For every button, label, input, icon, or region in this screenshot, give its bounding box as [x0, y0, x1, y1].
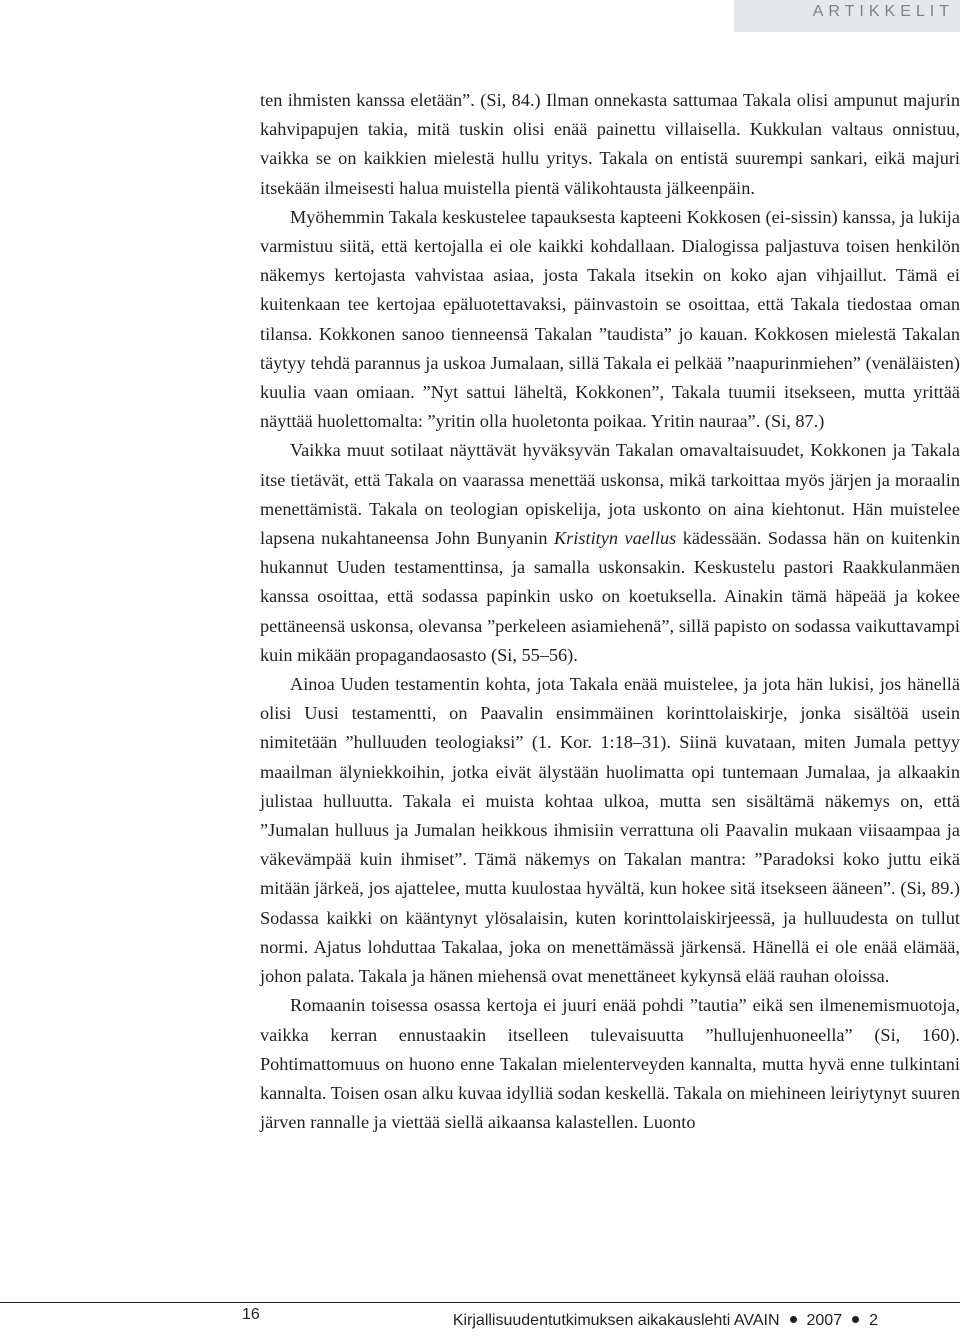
paragraph: Myöhemmin Takala keskustelee tapauksesta kapteeni Kokkosen (ei-sissin) kanssa, ja lukija varmistuu siitä, että kertojalla ei ole kaikki kohdallaan. Dialogissa paljastuva toisen henkilön näkemys kertojasta vahvistaa asiaa, josta Takala itsekin on koko ajan vihjaillut. Tämä ei kuitenkaan tee kertojaa epäluotettavaksi, päinvastoin se osoittaa, että Takala tiedostaa oman tilansa. Kokkonen sanoo tienneensä Takalan ”taudista” jo kauan. Kokkosen mielestä Takalan täytyy tehdä parannus ja uskoa Jumalaan, sillä Takala ei pelkää ”naapurinmiehen” (venäläisten) kuulia vaan omiaan. ”Nyt sattui läheltä, Kokkonen”, Takala tuumii itsekseen, mutta yrittää näyttää huolettomalta: ”yritin olla huoletonta poikaa. Yritin nauraa”. (Si, 87.): [260, 206, 960, 432]
footer-journal: [453, 1312, 878, 1330]
page-number: 16: [242, 1306, 260, 1323]
bullet-dot-icon: [790, 1316, 797, 1323]
paragraph: ten ihmisten kanssa eletään”. (Si, 84.) Ilman onnekasta sattumaa Takala olisi ampunut majurin kahvipapujen takia, mitä tuskin olisi enää painettu villaisella. Kukkulan valtaus onnistuu, vaikka se on kaikkien mielestä hullu yritys. Takala on entistä suurempi sankari, eikä majuri itsekään ilmeisesti halua muistella pientä välikohtausta jälkeenpäin.: [260, 90, 960, 198]
footer-rule: [0, 1302, 960, 1303]
journal-name: Kirjallisuudentutkimuksen aikakauslehti AVAIN: [452, 1312, 780, 1329]
paragraph: Romaanin toisessa osassa kertoja ei juuri enää pohdi ”tautia” eikä sen ilmenemismuotoja, vaikka kerran ennustaakin itselleen tulevaisuutta ”hullujenhuoneella” (Si, 160). Pohtimattomuus on huono enne Takalan mielenterveyden kannalta, mutta hyvä enne tulkintani kannalta. Toisen osan alku kuvaa idylliä sodan keskellä. Takala on miehineen leiriytynyt suuren järven rannalle ja viettää siellä aikaansa kalastellen. Luonto: [260, 995, 960, 1133]
article-body: [260, 86, 960, 1137]
section-label: ARTIKKELIT: [734, 0, 960, 32]
bullet-dot-icon: [852, 1316, 859, 1323]
paragraph: Ainoa Uuden testamentin kohta, jota Takala enää muistelee, ja jota hän lukisi, jos hänellä olisi Uusi testamentti, on Paavalin ensimmäinen korinttolaiskirje, jonka sisältöä usein nimitetään ”hulluuden teologiaksi” (1. Kor. 1:18–31). Siinä kuvataan, miten Jumala pettyy maailman älyniekkoihin, jotka eivät älystään huolimatta opi tuntemaan Jumalaa, ja alkaakin julistaa hulluutta. Takala ei muista kohtaa ulkoa, mutta sen sisältämä näkemys on, että ”Jumalan hulluus ja Jumalan heikkous ihmisiin verrattuna oli Paavalin mukaan viisaampaa ja väkevämpää kuin ihmiset”. Tämä näkemys on Takalan mantra: ”Paradoksi koko juttu eikä mitään järkeä, jos ajattelee, mutta kuulostaa hyvältä, kun hokee sitä itsekseen ääneen”. (Si, 89.) Sodassa kaikki on kääntynyt ylösalaisin, kuten korinttolaiskirjeessä, ja hulluudesta on tullut normi. Ajatus lohduttaa Takalaa, joka on menettämässä järkensä. Hänellä ei ole enää elämää, johon palata. Takala ja hänen miehensä ovat menettäneet kykynsä elää rauhan oloissa.: [260, 674, 960, 987]
journal-year: 2007: [806, 1312, 843, 1329]
paragraph: Vaikka muut sotilaat näyttävät hyväksyvän Takalan omavaltaisuudet, Kokkonen ja Takala itse tietävät, että Takala on vaarassa menettää uskonsa, mikä tarkoittaa myös järjen ja moraalin menettämistä. Takala on teologian opiskelija, jota uskonto on aina kiehtonut. Hän muistelee lapsena nukahtaneensa John Bunyanin Kristityn vaellus kädessään. Sodassa hän on kuitenkin hukannut Uuden testamenttinsa, ja samalla uskonsakin. Keskustelu pastori Raakkulanmäen kanssa osoittaa, että sodassa papinkin usko on koetuksella. Ainakin tämä häpeää ja kokee pettäneensä uskonsa, olevansa ”perkeleen asiamiehenä”, sillä papisto on sodassa vaikuttavampi kuin mikään propagandaosasto (Si, 55–56).: [260, 440, 960, 665]
journal-issue: 2: [869, 1312, 878, 1329]
book-title: Kristityn vaellus: [553, 528, 677, 549]
